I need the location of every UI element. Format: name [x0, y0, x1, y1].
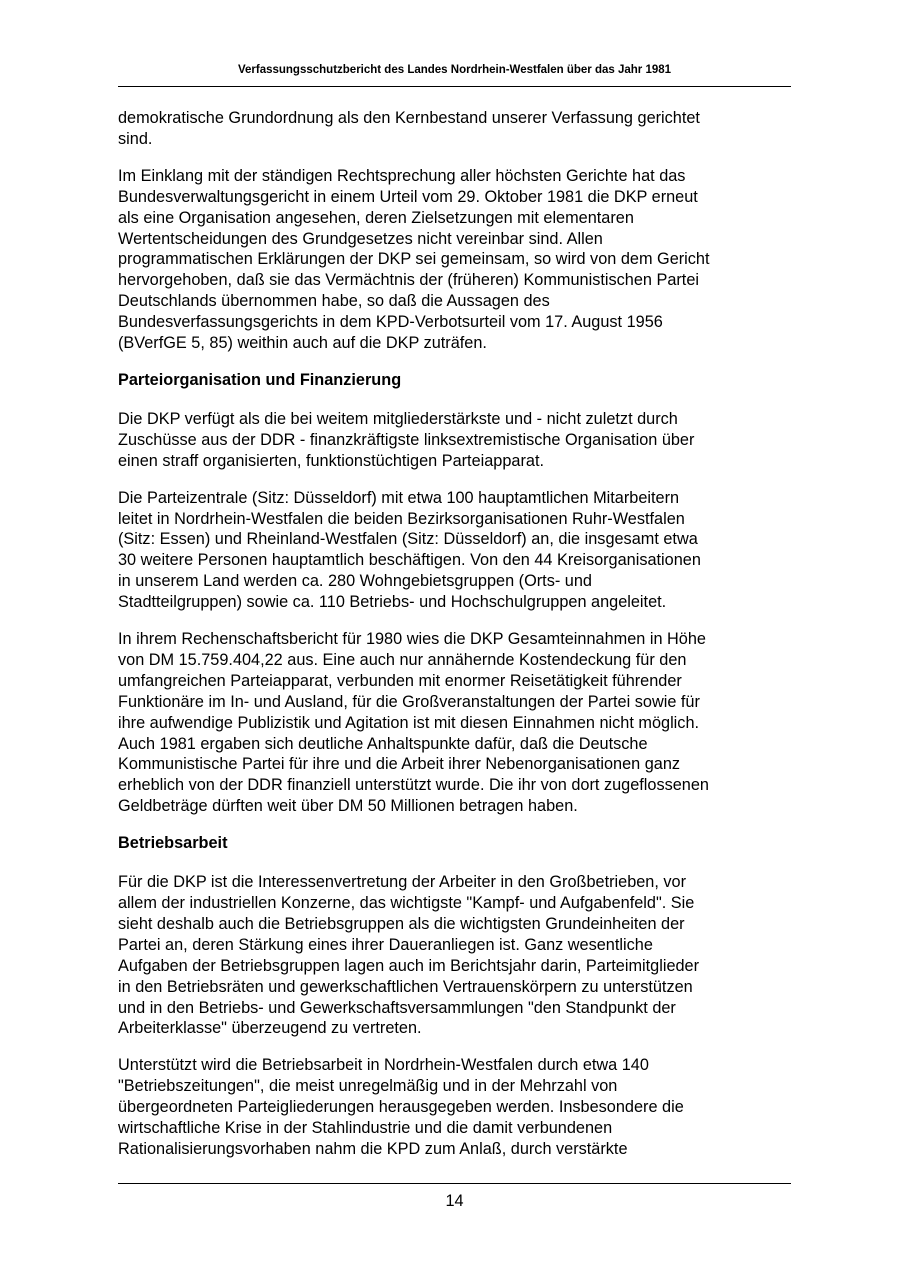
paragraph	[118, 872, 798, 1039]
text-line: Arbeiterklasse" überzeugend zu vertreten.	[118, 1019, 422, 1038]
page-number: 14	[445, 1192, 464, 1210]
text-line: Wertentscheidungen des Grundgesetzes nicht vereinbar sind. Allen	[118, 229, 603, 248]
paragraph	[118, 1055, 798, 1160]
text-line: in den Betriebsräten und gewerkschaftlichen Vertrauenskörpern zu unterstützen	[118, 977, 693, 996]
text-line: programmatischen Erklärungen der DKP sei gemeinsam, so wird von dem Gericht	[118, 250, 710, 269]
text-line: Funktionäre im In- und Ausland, für die Großveranstaltungen der Partei sowie für	[118, 692, 700, 711]
document-body	[118, 108, 798, 1176]
text-line: Bundesverfassungsgerichts in dem KPD-Verbotsurteil vom 17. August 1956	[118, 313, 663, 332]
text-line: Stadtteilgruppen) sowie ca. 110 Betriebs- und Hochschulgruppen angeleitet.	[118, 593, 667, 612]
text-line: Unterstützt wird die Betriebsarbeit in Nordrhein-Westfalen durch etwa 140	[118, 1056, 649, 1075]
text-line: Geldbeträge dürften weit über DM 50 Millionen betragen haben.	[118, 797, 578, 816]
text-line: (BVerfGE 5, 85) weithin auch auf die DKP zuträfen.	[118, 334, 487, 353]
text-line: übergeordneten Parteigliederungen herausgegeben werden. Insbesondere die	[118, 1098, 684, 1117]
page-header-title: Verfassungsschutzbericht des Landes Nordrhein-Westfalen über das Jahr 1981	[237, 64, 672, 76]
header-rule	[118, 86, 791, 87]
text-line: in unserem Land werden ca. 280 Wohngebietsgruppen (Orts- und	[118, 572, 592, 591]
text-line: 30 weitere Personen hauptamtlich beschäftigen. Von den 44 Kreisorganisationen	[118, 551, 701, 570]
text-line: In ihrem Rechenschaftsbericht für 1980 wies die DKP Gesamteinnahmen in Höhe	[118, 630, 706, 649]
text-line: und in den Betriebs- und Gewerkschaftsversammlungen "den Standpunkt der	[118, 998, 676, 1017]
text-line: Für die DKP ist die Interessenvertretung der Arbeiter in den Großbetrieben, vor	[118, 873, 687, 892]
text-line: Aufgaben der Betriebsgruppen lagen auch im Berichtsjahr darin, Parteimitglieder	[118, 956, 700, 975]
text-line: umfangreichen Parteiapparat, verbunden mit enormer Reisetätigkeit führender	[118, 671, 682, 690]
text-line: einen straff organisierten, funktionstüchtigen Parteiapparat.	[118, 451, 544, 470]
paragraph	[118, 488, 798, 613]
text-line: ihre aufwendige Publizistik und Agitation ist mit diesen Einnahmen nicht möglich.	[118, 713, 700, 732]
footer-rule	[118, 1183, 791, 1184]
text-line: (Sitz: Essen) und Rheinland-Westfalen (Sitz: Düsseldorf) an, die insgesamt etwa	[118, 530, 698, 549]
text-line: Im Einklang mit der ständigen Rechtsprechung aller höchsten Gerichte hat das	[118, 166, 686, 185]
paragraph	[118, 108, 798, 150]
text-line: Zuschüsse aus der DDR - finanzkräftigste linksextremistische Organisation über	[118, 430, 695, 449]
text-line: Auch 1981 ergaben sich deutliche Anhaltspunkte dafür, daß die Deutsche	[118, 734, 648, 753]
paragraph	[118, 409, 798, 472]
text-line: "Betriebszeitungen", die meist unregelmäßig und in der Mehrzahl von	[118, 1077, 618, 1096]
text-line: Rationalisierungsvorhaben nahm die KPD zum Anlaß, durch verstärkte	[118, 1139, 628, 1158]
section-heading	[118, 370, 798, 391]
text-line: Die DKP verfügt als die bei weitem mitgliederstärkste und - nicht zuletzt durch	[118, 409, 678, 428]
text-line: als eine Organisation angesehen, deren Zielsetzungen mit elementaren	[118, 208, 634, 227]
text-line: sieht deshalb auch die Betriebsgruppen als die wichtigsten Grundeinheiten der	[118, 914, 685, 933]
text-line: Partei an, deren Stärkung eines ihrer Daueranliegen ist. Ganz wesentliche	[118, 935, 653, 954]
text-line: demokratische Grundordnung als den Kernbestand unserer Verfassung gerichtet	[118, 109, 700, 127]
text-line: Kommunistische Partei für ihre und die Arbeit ihrer Nebenorganisationen ganz	[118, 755, 681, 774]
text-line: Bundesverwaltungsgericht in einem Urteil vom 29. Oktober 1981 die DKP erneut	[118, 187, 698, 206]
text-line: erheblich von der DDR finanziell unterstützt wurde. Die ihr von dort zugeflossenen	[118, 776, 709, 795]
text-line: allem der industriellen Konzerne, das wichtigste "Kampf- und Aufgabenfeld". Sie	[118, 894, 695, 912]
text-line: von DM 15.759.404,22 aus. Eine auch nur annähernde Kostendeckung für den	[118, 650, 687, 669]
text-line: Betriebsarbeit	[118, 834, 228, 853]
text-line: Die Parteizentrale (Sitz: Düsseldorf) mit etwa 100 hauptamtlichen Mitarbeitern	[118, 488, 680, 507]
paragraph	[118, 629, 798, 817]
text-line: hervorgehoben, daß sie das Vermächtnis der (früheren) Kommunistischen Partei	[118, 271, 699, 290]
text-line: leitet in Nordrhein-Westfalen die beiden Bezirksorganisationen Ruhr-Westfalen	[118, 509, 685, 528]
paragraph	[118, 166, 798, 354]
text-line: Deutschlands übernommen habe, so daß die Aussagen des	[118, 292, 550, 311]
text-line: Parteiorganisation und Finanzierung	[118, 370, 402, 389]
text-line: sind.	[118, 129, 153, 148]
section-heading	[118, 833, 798, 854]
text-line: wirtschaftliche Krise in der Stahlindustrie und die damit verbundenen	[118, 1119, 613, 1138]
